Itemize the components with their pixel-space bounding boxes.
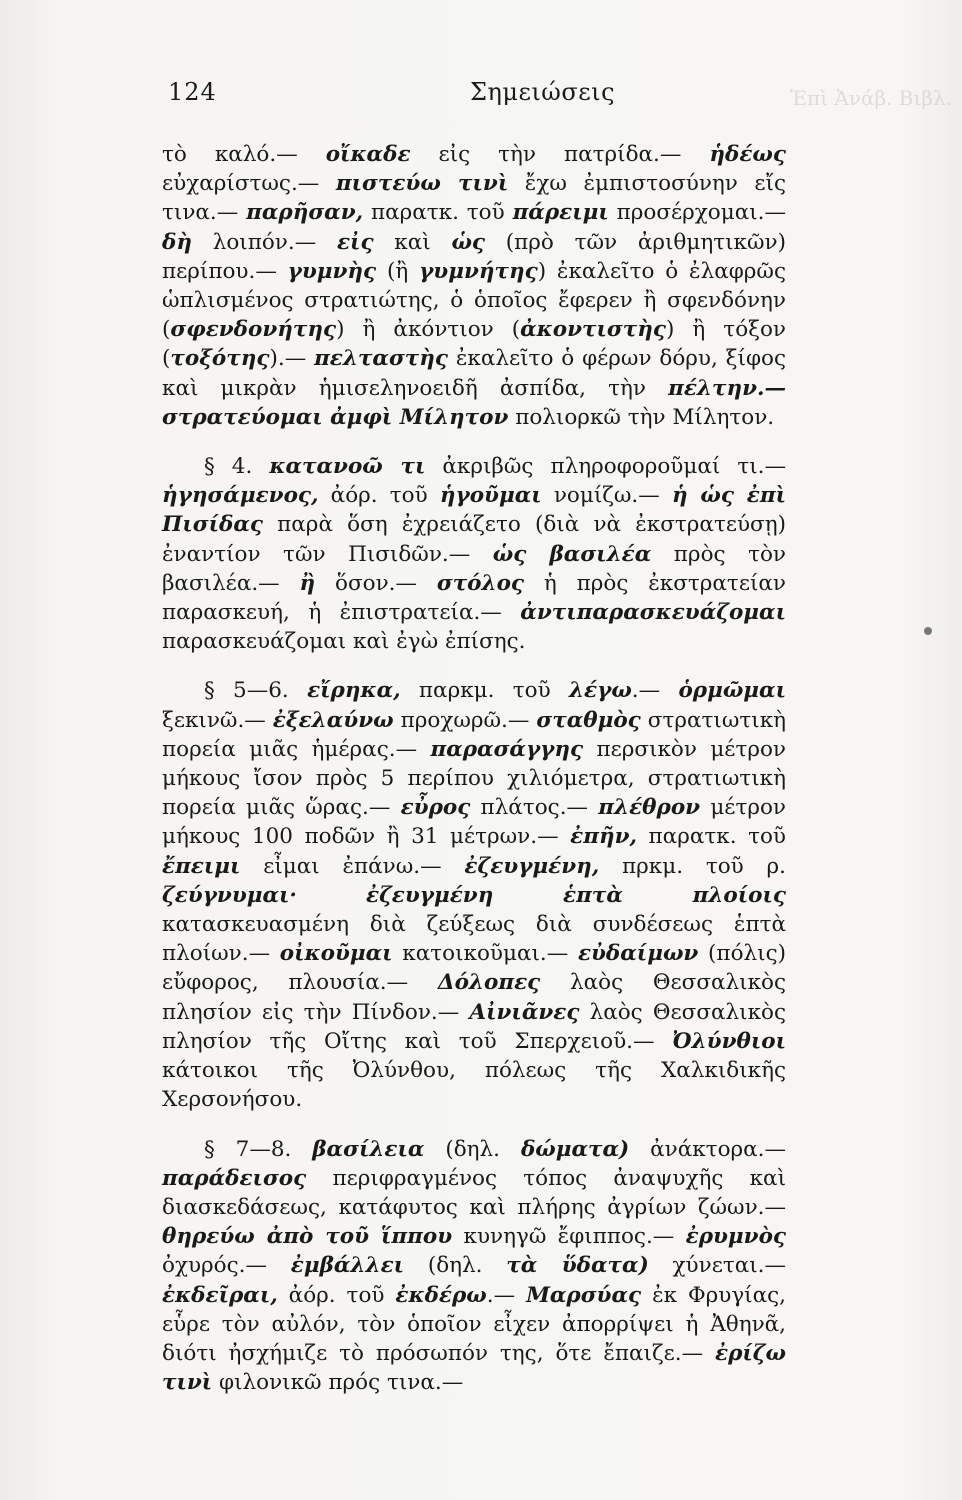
gloss-text: χύνεται.— [648,1253,787,1279]
gloss-text: (πρὸ τῶν ἀριθμητικῶν) περίπου.— [162,229,786,284]
gloss-text: πλάτος.— [470,795,599,821]
gloss-text: στρατιωτικὴ πορεία μιᾶς ἡμέρας.— [162,707,787,762]
headword: στόλος [436,570,525,596]
headword: ζεύγνυμαι· [162,882,297,908]
gloss-text: ἀκριβῶς πληροφοροῦμαί τι.— [425,454,786,480]
gloss-text: ἐκ Φρυγίας, εὗρε τὸν αὐλόν, τὸν ὁποῖον εἶχεν ἀπορρίψει ἡ Ἀθηνᾶ, διότι ἠσχήμιζε τὸ πρόσωπόν της, ὅτε ἔπαιζε.— [162,1282,786,1366]
gloss-text: τὸ καλό.— [162,142,326,167]
gloss-text: ξεκινῶ.— [162,707,273,733]
headword: ἐξελαύνω [272,707,394,733]
headword: ἔπειμι [162,853,241,879]
headword: ὁρμῶμαι [678,678,786,704]
gloss-text: πρκμ. τοῦ ρ. [599,853,786,879]
gloss-text: καὶ [373,229,452,255]
page-number: 124 [168,78,217,106]
gloss-text: ) ἐκαλεῖτο ὁ ἐλαφρῶς ὡπλισμένος στρατιώτης, ὁ ὁποῖος ἔφερεν ἢ σφενδόνην ( [162,258,786,343]
headword: τὰ ὕδατα) [506,1253,649,1279]
headword: σφενδονήτης [170,317,337,343]
gloss-text [297,883,366,908]
headword: παρασάγγης [430,736,584,762]
gloss-text: παρατκ. τοῦ [363,200,513,226]
gloss-text: .— [486,1282,527,1308]
headword: εὐδαίμων [577,941,699,967]
headword: ἐζευγμένη, [464,853,600,879]
headword: λέγω [568,678,632,704]
gloss-text: προσέρχομαι.— [608,200,787,226]
gloss-text: ἀόρ. τοῦ [277,1282,396,1308]
gloss-text: παρατκ. τοῦ [637,824,786,850]
headword: Μαρσύας [526,1282,642,1308]
gloss-text: § 5—6. [204,678,308,704]
running-title: Σημειώσεις [470,78,616,106]
gloss-text: παρασκευάζομαι καὶ ἐγὼ ἐπίσης. [162,629,526,655]
headword: κατανοῶ τι [269,454,426,480]
gloss-text: ἀνάκτορα.— [629,1136,787,1162]
headword: ἀκοντιστὴς [520,317,666,343]
headword: ὡς βασιλέα [492,541,652,567]
gloss-text: (δηλ. [404,1253,507,1279]
gloss-text: λαὸς Θεσσαλικὸς πλησίον τῆς Οἴτης καὶ τοῦ Σπερχειοῦ.— [162,999,787,1054]
gloss-text: κάτοικοι τῆς Ὀλύνθου, πόλεως τῆς Χαλκιδικῆς Χερσονήσου. [162,1058,786,1113]
headword: οἴκαδε [325,142,411,167]
gloss-text: κατοικοῦμαι.— [392,941,578,967]
headword: σταθμὸς [536,707,641,733]
headword: ἐμβάλλει [290,1253,405,1279]
headword: ἡγησάμενος, [162,483,319,509]
gloss-text: παρὰ ὅση ἐχρειάζετο (διὰ νὰ ἐκστρατεύσῃ) ἐναντίον τῶν Πισιδῶν.— [162,512,786,567]
headword: ἡδέως [709,142,786,167]
gloss-text: (ἢ [376,258,420,284]
gloss-text: πρὸς τὸν βασιλέα.— [162,541,786,596]
headword: ἐκδέρω [395,1282,487,1308]
paragraph [162,676,786,1114]
headword: εὖρος [400,795,471,821]
headword: πέλτην.— στρατεύομαι ἀμφὶ Μίλητον [162,375,786,430]
gloss-text: .— [631,678,679,704]
gloss-text: ).— [269,346,315,372]
headword: γυμνήτης [419,258,538,284]
headword: γυμνὴς [287,258,377,284]
gloss-text: λοιπόν.— [191,229,337,255]
gloss-text: ὅσον.— [315,570,437,596]
gloss-text: ) ἢ τόξον ( [162,317,786,372]
headword: δώματα) [520,1136,630,1162]
page-header [158,70,788,110]
headword: ἐρίζω τινὶ [162,1340,786,1396]
headword: παράδεισος [162,1165,307,1191]
gloss-text: πολιορκῶ τὴν Μίλητον. [508,404,775,430]
headword: Αἰνιᾶνες [469,999,580,1025]
gloss-text: (πόλις) εὔφορος, πλουσία.— [162,941,786,996]
paragraph [162,140,786,432]
gloss-text: κυνηγῶ ἔφιππος.— [452,1224,686,1250]
gloss-text: ἐκαλεῖτο ὁ φέρων δόρυ, ξίφος καὶ μικρὰν ἡμισεληνοειδῆ ἀσπίδα, τὴν [162,346,786,401]
gloss-text: § 4. [204,454,270,480]
gloss-text: εἶμαι ἐπάνω.— [240,853,465,879]
gloss-text: ) ἢ ἀκόντιον ( [336,317,521,343]
gloss-text: φιλονικῶ πρός τινα.— [212,1370,464,1396]
headword: πελταστὴς [314,346,448,372]
headword: ἐκδεῖραι, [162,1282,278,1308]
gloss-text: εὐχαρίστως.— [162,171,336,197]
gloss-text: ἔχω ἐμπιστοσύνην εἴς τινα.— [162,171,787,226]
gloss-text: περιφραγμένος τόπος ἀναψυχῆς καὶ διασκεδάσεως, κατάφυτος καὶ πλήρης ἀγρίων ζώων.— [162,1165,786,1220]
headword: εἴρηκα, [307,678,401,704]
headword: βασίλεια [312,1136,425,1162]
gloss-text: κατασκευασμένη διὰ ζεύξεως διὰ συνδέσεως ἑπτὰ πλοίων.— [162,912,786,967]
headword: ἐπῆν, [570,824,637,850]
gloss-text: ὀχυρός.— [162,1253,291,1279]
gloss-text: § 7—8. [204,1136,313,1162]
paragraph [162,452,786,656]
gloss-text: εἰς τὴν πατρίδα.— [410,142,710,167]
headword: ἡ ὡς ἐπὶ Πισίδας [162,483,787,538]
headword: θηρεύω ἀπὸ τοῦ ἵππου [162,1224,453,1250]
notes-body [162,140,786,1397]
gloss-text: παρκμ. τοῦ [400,678,569,704]
gloss-text: προχωρῶ.— [393,707,537,733]
headword: ἡγοῦμαι [439,483,542,509]
gloss-text: λαὸς Θεσσαλικὸς πλησίον εἰς τὴν Πίνδον.— [162,970,786,1025]
headword: τοξότης [170,346,270,372]
headword: ἀντιπαρασκευάζομαι [520,600,786,626]
headword: Δόλοπες [437,970,541,996]
headword: πλέθρον [598,795,701,821]
paragraph [162,1135,786,1398]
headword: ἐρυμνὸς [685,1224,786,1250]
gloss-text: (δηλ. [424,1136,521,1162]
headword: ἢ [299,570,316,596]
ink-spot [924,627,932,635]
headword: ἐζευγμένη ἑπτὰ πλοίοις [366,882,786,908]
bleed-through-text: Ἐπὶ Ἀνάβ. Βιβλ. [790,86,952,110]
headword: δὴ [162,229,192,255]
headword: οἰκοῦμαι [279,941,393,967]
headword: πάρειμι [512,200,609,226]
headword: πιστεύω τινὶ [335,171,509,197]
headword: εἰς [336,229,374,255]
headword: Ὀλύνθιοι [672,1028,786,1054]
gloss-text: περσικὸν μέτρον μήκους ἴσον πρὸς 5 περίπου χιλιόμετρα, στρατιωτικὴ πορεία μιᾶς ὥρας.— [162,736,786,821]
gloss-text: μέτρον μήκους 100 ποδῶν ἢ 31 μέτρων.— [162,795,786,850]
headword: ὡς [451,229,485,255]
gloss-text: νομίζω.— [541,483,672,509]
gloss-text: ἀόρ. τοῦ [318,483,440,509]
gloss-text: ἡ πρὸς ἐκστρατείαν παρασκευή, ἡ ἐπιστρατεία.— [162,570,786,626]
headword: παρῆσαν, [246,200,364,226]
